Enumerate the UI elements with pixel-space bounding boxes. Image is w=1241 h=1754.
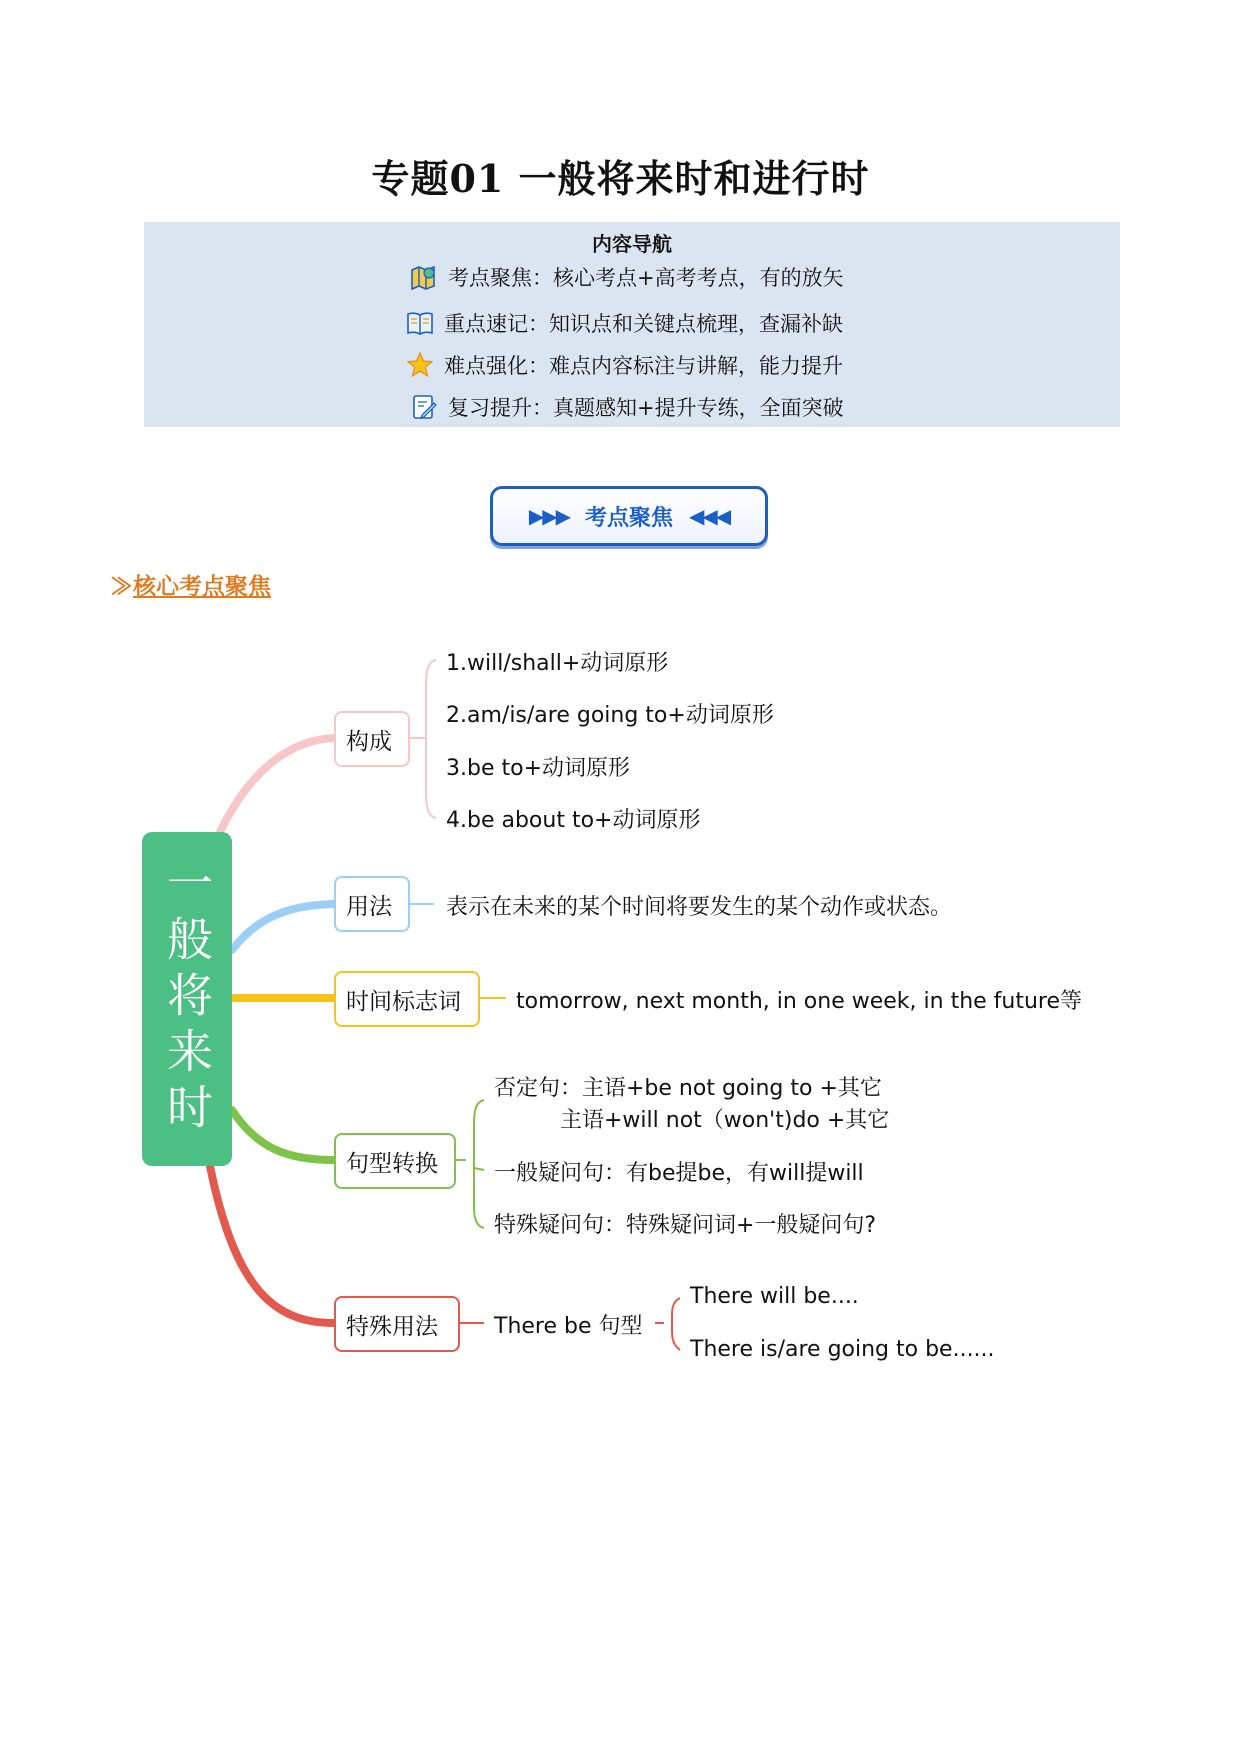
there-be-item: There will be.... [690,1284,859,1309]
right-arrows-icon: ▶▶▶ [528,504,569,528]
banner-label: 考点聚焦 [584,505,673,531]
nav-heading: 内容导航 [592,232,672,256]
time-words-text: tomorrow, next month, in one week, in the future等 [516,989,1083,1014]
form-item: 3.be to+动词原形 [446,756,631,781]
page-title: 专题01 一般将来时和进行时 [371,156,870,201]
nav-item-text: 重点速记：知识点和关键点梳理，查漏补缺 [444,312,843,336]
branch-time-words [334,971,480,1027]
there-be-item: There is/are going to be...... [690,1337,995,1362]
branch-form-label: 构成 [346,728,392,755]
negative-line-1: 否定句：主语+be not going to +其它 [494,1076,882,1101]
branch-special [334,1296,460,1352]
branch-time-words-label: 时间标志词 [346,988,461,1015]
mindmap-root [142,832,232,1166]
form-item: 1.will/shall+动词原形 [446,651,669,676]
nav-item-text: 考点聚焦：核心考点+高考考点，有的放矢 [448,266,844,290]
branch-form [334,711,410,767]
nav-item-text: 难点强化：难点内容标注与讲解，能力提升 [444,354,843,378]
branch-special-label: 特殊用法 [346,1313,438,1340]
form-item: 2.am/is/are going to+动词原形 [446,703,774,728]
form-item: 4.be about to+动词原形 [446,808,701,833]
branch-sentence-label: 句型转换 [346,1150,438,1177]
special-question: 特殊疑问句：特殊疑问词+一般疑问句? [494,1213,877,1238]
branch-usage-label: 用法 [346,893,392,920]
branch-usage [334,876,410,932]
negative-line-2: 主语+will not（won't)do +其它 [560,1108,890,1133]
section-heading-label: 核心考点聚焦 [133,573,271,600]
branch-sentence [334,1133,456,1189]
left-arrows-icon: ◀◀◀ [689,504,730,528]
mindmap-root-label: 一般将来时 [160,859,214,1139]
there-be-pattern: There be 句型 [494,1314,643,1339]
double-chevron-icon: ≫ [110,573,133,600]
nav-item-text: 复习提升：真题感知+提升专练，全面突破 [448,396,844,420]
general-question: 一般疑问句：有be提be，有will提will [494,1161,864,1186]
usage-text: 表示在未来的某个时间将要发生的某个动作或状态。 [446,895,953,920]
